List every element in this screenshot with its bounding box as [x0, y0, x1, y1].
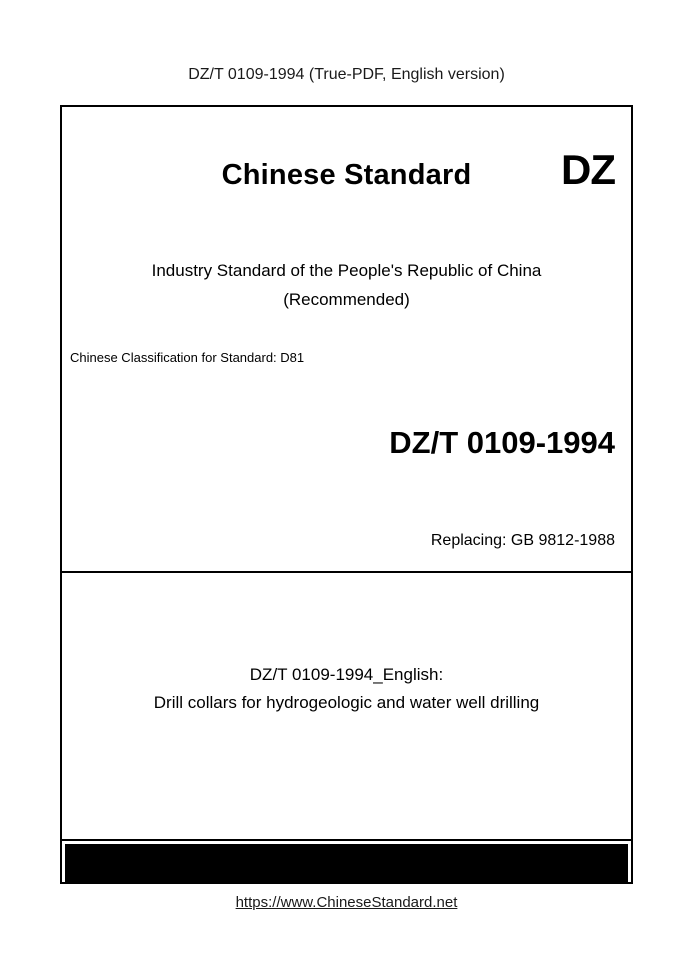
document-caption: DZ/T 0109-1994 (True-PDF, English version)	[188, 66, 505, 83]
title-row	[62, 146, 631, 209]
classification-code: Chinese Classification for Standard: D81	[70, 350, 305, 365]
standard-number: DZ/T 0109-1994	[389, 425, 615, 460]
cover-frame	[60, 105, 633, 884]
cover-main-title: Chinese Standard	[221, 159, 472, 191]
cover-middle-section	[62, 573, 631, 841]
english-title-line1: DZ/T 0109-1994_English:	[249, 665, 444, 684]
replacing-standard: Replacing: GB 9812-1988	[430, 532, 615, 549]
cover-subtitle-line1: Industry Standard of the People's Republic of China	[151, 261, 542, 280]
source-website-link[interactable]: https://www.ChineseStandard.net	[235, 894, 458, 911]
cover-subtitle	[62, 257, 631, 315]
cover-bottom-bar	[65, 844, 628, 883]
cover-subtitle-line2: (Recommended)	[283, 289, 410, 309]
english-title-line2: Drill collars for hydrogeologic and water well drilling	[153, 693, 540, 713]
cover-upper-section	[62, 107, 631, 573]
english-title-block	[62, 661, 631, 717]
dz-logo-mark: DZ	[561, 146, 615, 193]
